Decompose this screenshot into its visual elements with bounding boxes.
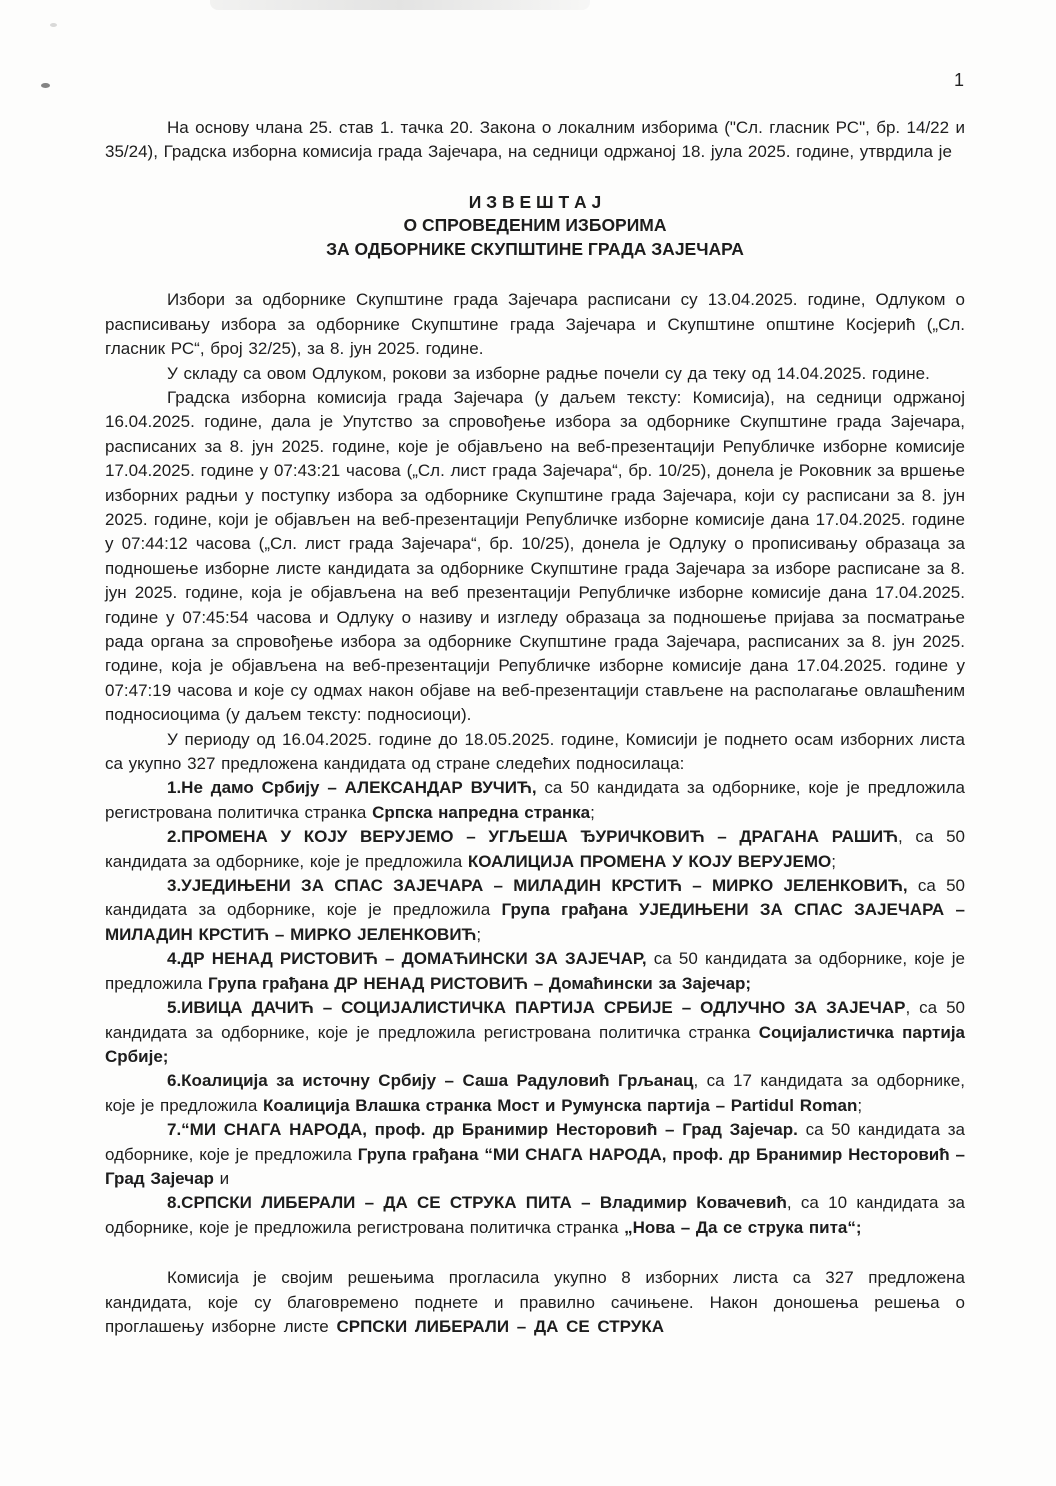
scan-smudge xyxy=(41,83,50,88)
list-item-8: 8.СРПСКИ ЛИБЕРАЛИ – ДА СЕ СТРУКА ПИТА – Владимир Ковачевић, са 10 кандидата за одборнике, које је предложила регистрована политичка странка „Нова – Да се струка пита“; xyxy=(105,1193,965,1237)
title-line-izvestaj: И З В Е Ш Т А Ј xyxy=(468,191,602,212)
list-item-1: 1.Не дамо Србију – АЛЕКСАНДАР ВУЧИЋ, са 50 кандидата за одборнике, које је предложила регистрована политичка странка Српска напредна странка; xyxy=(105,778,965,822)
title-line-o-sprovedenim-izborima: О СПРОВЕДЕНИМ ИЗБОРИМА xyxy=(403,215,667,236)
list-item-7: 7.“МИ СНАГА НАРОДА, проф. др Бранимир Несторовић – Град Зајечар. са 50 кандидата за одборнике, које је предложила Група грађана “МИ СНАГА НАРОДА, проф. др Бранимир Несторовић – Град Зајечар и xyxy=(105,1120,965,1188)
paragraph-elections-called: Избори за одборнике Скупштине града Зајечара расписани су 13.04.2025. године, Одлуком о расписивању избора за одборнике Скупштине града Зајечара и Скупштине општине Косјерић („Сл. гласник РС“, број 32/25), за 8. јун 2025. године. xyxy=(105,290,965,359)
list-item-2: 2.ПРОМЕНА У КОЈУ ВЕРУЈЕМО – УГЉЕША ЂУРИЧКОВИЋ – ДРАГАНА РАШИЋ, са 50 кандидата за одборнике, које је предложила КОАЛИЦИЈА ПРОМЕНА У КОЈУ ВЕРУЈЕМО; xyxy=(105,827,965,871)
scan-smudge xyxy=(50,23,57,27)
report-title xyxy=(105,191,965,262)
paragraph-submission-period: У периоду од 16.04.2025. године до 18.05.2025. године, Комисији је поднето осам изборних листа са укупно 327 предложена кандидата од стране следећих подносилаца: xyxy=(105,729,965,774)
intro-paragraph: На основу члана 25. став 1. тачка 20. Закона о локалним изборима ("Сл. гласник РС", бр. 14/22 и 35/24), Градска изборна комисија града Зајечара, на седници одржаној 18. јула 2025. године, утврдила је xyxy=(105,118,965,162)
closing-paragraph: Комисија је својим решењима прогласила укупно 8 изборних листа са 327 предложена кандидата, које су благовремено поднете и правилно сачињене. Након доношења решења о проглашењу изборне листе СРПСКИ ЛИБЕРАЛИ – ДА СЕ СТРУКА xyxy=(105,1268,965,1336)
paragraph-commission-acts: Градска изборна комисија града Зајечара (у даљем тексту: Комисија), на седници одржаној 16.04.2025. године, дала је Упутство за спровођење избора за одборнике Скупштине града Зајечара, расписаних за 8. јун 2025. године, које је објављено на веб-презентацији Републичке изборне комисије 17.04.2025. године у 07:43:21 часова („Сл. лист града Зајечара“, бр. 10/25), донела је Роковник за вршење изборних радњи у поступку избора за одборнике Скупштине града Зајечара, који су расписани за 8. јун 2025. године, који је објављен на веб-презентацији Републичке изборне комисије дана 17.04.2025. године у 07:44:12 часова („Сл. лист града Зајечара“, бр. 10/25), донела је Одлуку о прописивању образаца за подношење изборне листе кандидата за одборнике Скупштине града Зајечара за изборе расписане за 8. јун 2025. године, која је објављена на веб презентацији Републичке изборне комисије дана 17.04.2025. године у 07:45:54 часова и Одлуку о називу и изгледу образаца за подношење пријава за посматрање рада органа за спровођење избора за одборнике Скупштине града Зајечара, расписаних за 8. јун 2025. године, која је објављена на веб-презентацији Републичке изборне комисије дана 17.04.2025. године у 07:47:19 часова и које су одмах након објаве на веб-презентацији стављене на располагање овлашћеним подносиоцима (у даљем тексту: подносиоци). xyxy=(105,387,965,725)
page-number: 1 xyxy=(953,70,964,90)
document-body xyxy=(105,116,965,1339)
scan-artifact xyxy=(210,0,590,10)
list-item-4: 4.ДР НЕНАД РИСТОВИЋ – ДОМАЋИНСКИ ЗА ЗАЈЕЧАР, са 50 кандидата за одборнике, које је предложила Група грађана ДР НЕНАД РИСТОВИЋ – Домаћински за Зајечар; xyxy=(105,949,965,993)
list-item-6: 6.Коалиција за источну Србију – Саша Радуловић Грљанац, са 17 кандидата за одборнике, које је предложила Коалиција Влашка странка Мост и Румунска партија – Partidul Roman; xyxy=(105,1071,965,1115)
list-item-3: 3.УЈЕДИЊЕНИ ЗА СПАС ЗАЈЕЧАРА – МИЛАДИН КРСТИЋ – МИРКО ЈЕЛЕНКОВИЋ, са 50 кандидата за одборнике, које је предложила Група грађана УЈЕДИЊЕНИ ЗА СПАС ЗАЈЕЧАРА – МИЛАДИН КРСТИЋ – МИРКО ЈЕЛЕНКОВИЋ; xyxy=(105,876,965,944)
list-item-5: 5.ИВИЦА ДАЧИЋ – СОЦИЈАЛИСТИЧКА ПАРТИЈА СРБИЈЕ – ОДЛУЧНО ЗА ЗАЈЕЧАР, са 50 кандидата за одборнике, које је предложила регистрована политичка странка Социјалистичка партија Србије; xyxy=(105,998,965,1066)
paragraph-deadlines: У складу са овом Одлуком, рокови за изборне радње почели су да теку од 14.04.2025. године. xyxy=(167,363,930,383)
title-line-za-odbornike: ЗА ОДБОРНИКЕ СКУПШТИНЕ ГРАДА ЗАЈЕЧАРА xyxy=(326,238,744,259)
